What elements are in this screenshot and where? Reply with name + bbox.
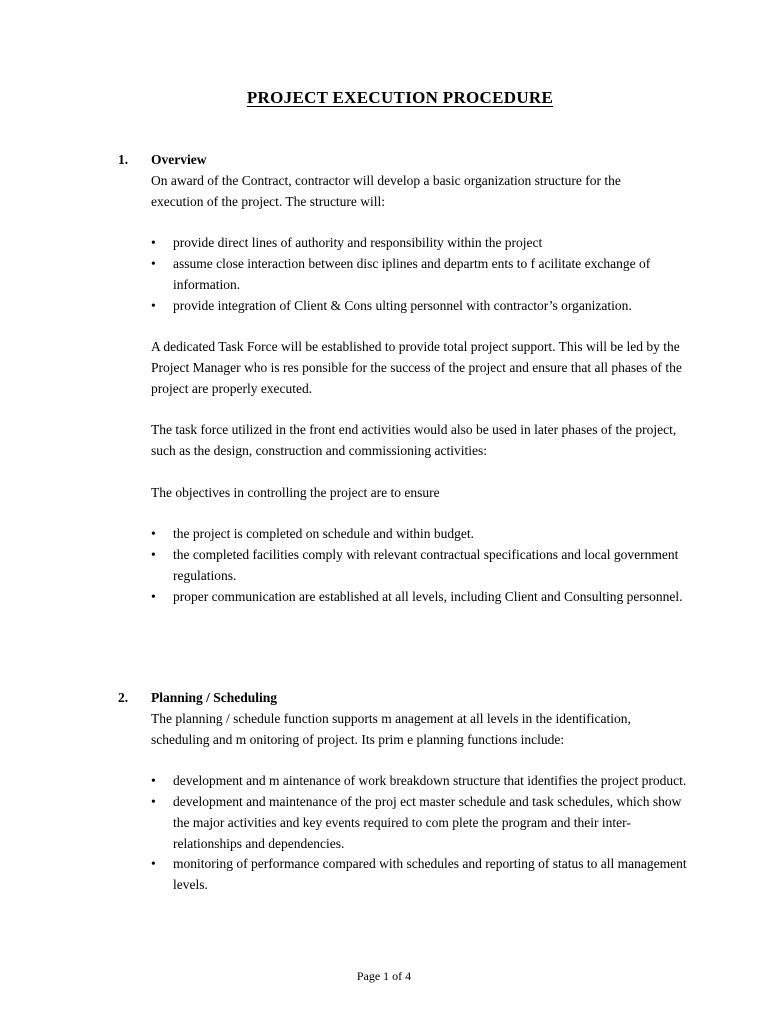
objectives-bullet-list [151,524,688,607]
document-title: PROJECT EXECUTION PROCEDURE [246,88,554,107]
section-number: 2. [118,690,129,705]
bullet-icon: • [151,588,156,604]
section-heading: Planning / Scheduling [151,690,278,705]
bullet-icon: • [151,526,156,542]
section-number: 1. [118,152,129,167]
bullet-icon: • [151,297,156,313]
list-item-text: development and m aintenance of work breakdown structure that identifies the project product. [173,773,687,789]
list-item [151,296,688,317]
section-overview [118,150,688,608]
list-item [151,524,688,545]
bullet-icon: • [151,793,156,809]
planning-intro: The planning / schedule function supports m anagement at all levels in the identification, scheduling and m onitoring of project. Its prim e planning functions include: [151,710,631,747]
structure-bullet-list [151,233,688,316]
page-number-footer: Page 1 of 4 [356,969,412,983]
section-heading: Overview [151,152,207,167]
list-item-text: the project is completed on schedule and within budget. [173,526,475,542]
list-item-text: assume close interaction between disc iplines and departm ents to f acilitate exchange of information. [173,255,651,292]
bullet-icon: • [151,856,156,872]
list-item [151,233,688,254]
task-force-paragraph: A dedicated Task Force will be established to provide total project support. This will be led by the Project Manager who is res ponsible for the success of the project and ensure that all phases of the project are properly executed. [151,339,682,396]
list-item-text: provide direct lines of authority and responsibility within the project [173,235,543,251]
bullet-icon: • [151,235,156,251]
bullet-icon: • [151,773,156,789]
bullet-icon: • [151,547,156,563]
list-item-text: provide integration of Client & Cons ulting personnel with contractor’s organization. [173,297,632,313]
list-item [151,854,688,896]
list-item-text: development and maintenance of the proj ect master schedule and task schedules, which show the major activities and key events required to com plete the program and their inter-relationships and dependencies. [173,793,682,851]
overview-intro: On award of the Contract, contractor will develop a basic organization structure for the execution of the project. The structure will: [151,172,621,209]
list-item [151,792,688,854]
list-item [151,545,688,587]
section-planning-scheduling [118,688,688,896]
list-item [151,587,688,608]
planning-bullet-list [151,771,688,896]
list-item [151,254,688,296]
list-item-text: the completed facilities comply with relevant contractual specifications and local government regulations. [173,547,679,583]
list-item-text: proper communication are established at all levels, including Client and Consulting personnel. [173,588,683,604]
list-item-text: monitoring of performance compared with schedules and reporting of status to all management levels. [173,856,687,893]
list-item [151,771,688,792]
bullet-icon: • [151,255,156,271]
front-end-paragraph: The task force utilized in the front end activities would also be used in later phases of the project, such as the design, construction and commissioning activities: [151,422,677,459]
objectives-paragraph: The objectives in controlling the project are to ensure [151,484,440,500]
